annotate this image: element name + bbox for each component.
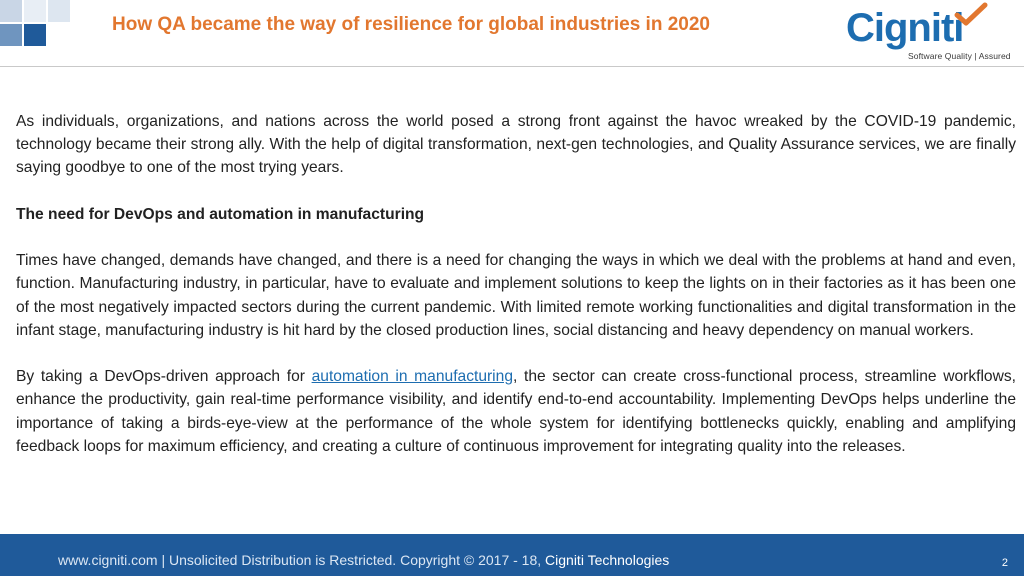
decor-square	[24, 24, 46, 46]
footer-text	[58, 552, 669, 568]
section-heading: The need for DevOps and automation in manufacturing	[16, 205, 425, 223]
checkmark-icon	[954, 2, 988, 28]
page-number: 2	[1001, 557, 1008, 569]
decor-square	[24, 0, 46, 22]
automation-in-manufacturing-link[interactable]: automation in manufacturing	[311, 368, 513, 386]
decor-square	[0, 24, 22, 46]
cigniti-logo[interactable]	[846, 4, 1011, 66]
footer-copyright: www.cigniti.com | Unsolicited Distribution is Restricted. Copyright © 2017 - 18,	[58, 552, 546, 568]
article-body	[16, 110, 1016, 481]
footer-bar	[0, 534, 1024, 576]
paragraph-text: , the sector can create cross-functional process, streamline workflows, enhance the productivity, gain real-time performance visibility, and identify end-to-end accountability. Implementing DevOps helps underline the importance of taking a birds-eye-view at the performance of the whole system for identifying bottlenecks quickly, enabling and amplifying feedback loops for maximum efficiency, and creating a culture of continuous improvement for integrating quality into the releases.	[16, 368, 1016, 455]
intro-paragraph: As individuals, organizations, and nations across the world posed a strong front against the havoc wreaked by the COVID-19 pandemic, technology became their strong ally. With the help of digital transformation, next-gen technologies, and Quality Assurance services, we are finally saying goodbye to one of the most trying years.	[16, 113, 1016, 177]
logo-tagline: Software Quality | Assured	[908, 51, 1011, 61]
decorative-squares	[0, 0, 80, 48]
logo-wordmark: Cigniti	[846, 6, 964, 50]
page-title: How QA became the way of resilience for global industries in 2020	[112, 14, 710, 35]
body-paragraph-with-link	[16, 365, 1016, 458]
paragraph-text: By taking a DevOps-driven approach for	[16, 368, 312, 386]
header-divider	[0, 66, 1024, 67]
body-paragraph: Times have changed, demands have changed, and there is a need for changing the ways in which we deal with the problems at hand and even, function. Manufacturing industry, in particular, have to evaluate and implement solutions to keep the lights on in their factories as it has been one of the most negatively impacted sectors during the current pandemic. With limited remote working functionalities and digital transformation in the infant stage, manufacturing industry is hit hard by the closed production lines, social distancing and heavy dependency on manual workers.	[16, 252, 1016, 339]
decor-square	[0, 0, 22, 22]
footer-company: Cigniti Technologies	[545, 552, 670, 568]
decor-square	[48, 0, 70, 22]
